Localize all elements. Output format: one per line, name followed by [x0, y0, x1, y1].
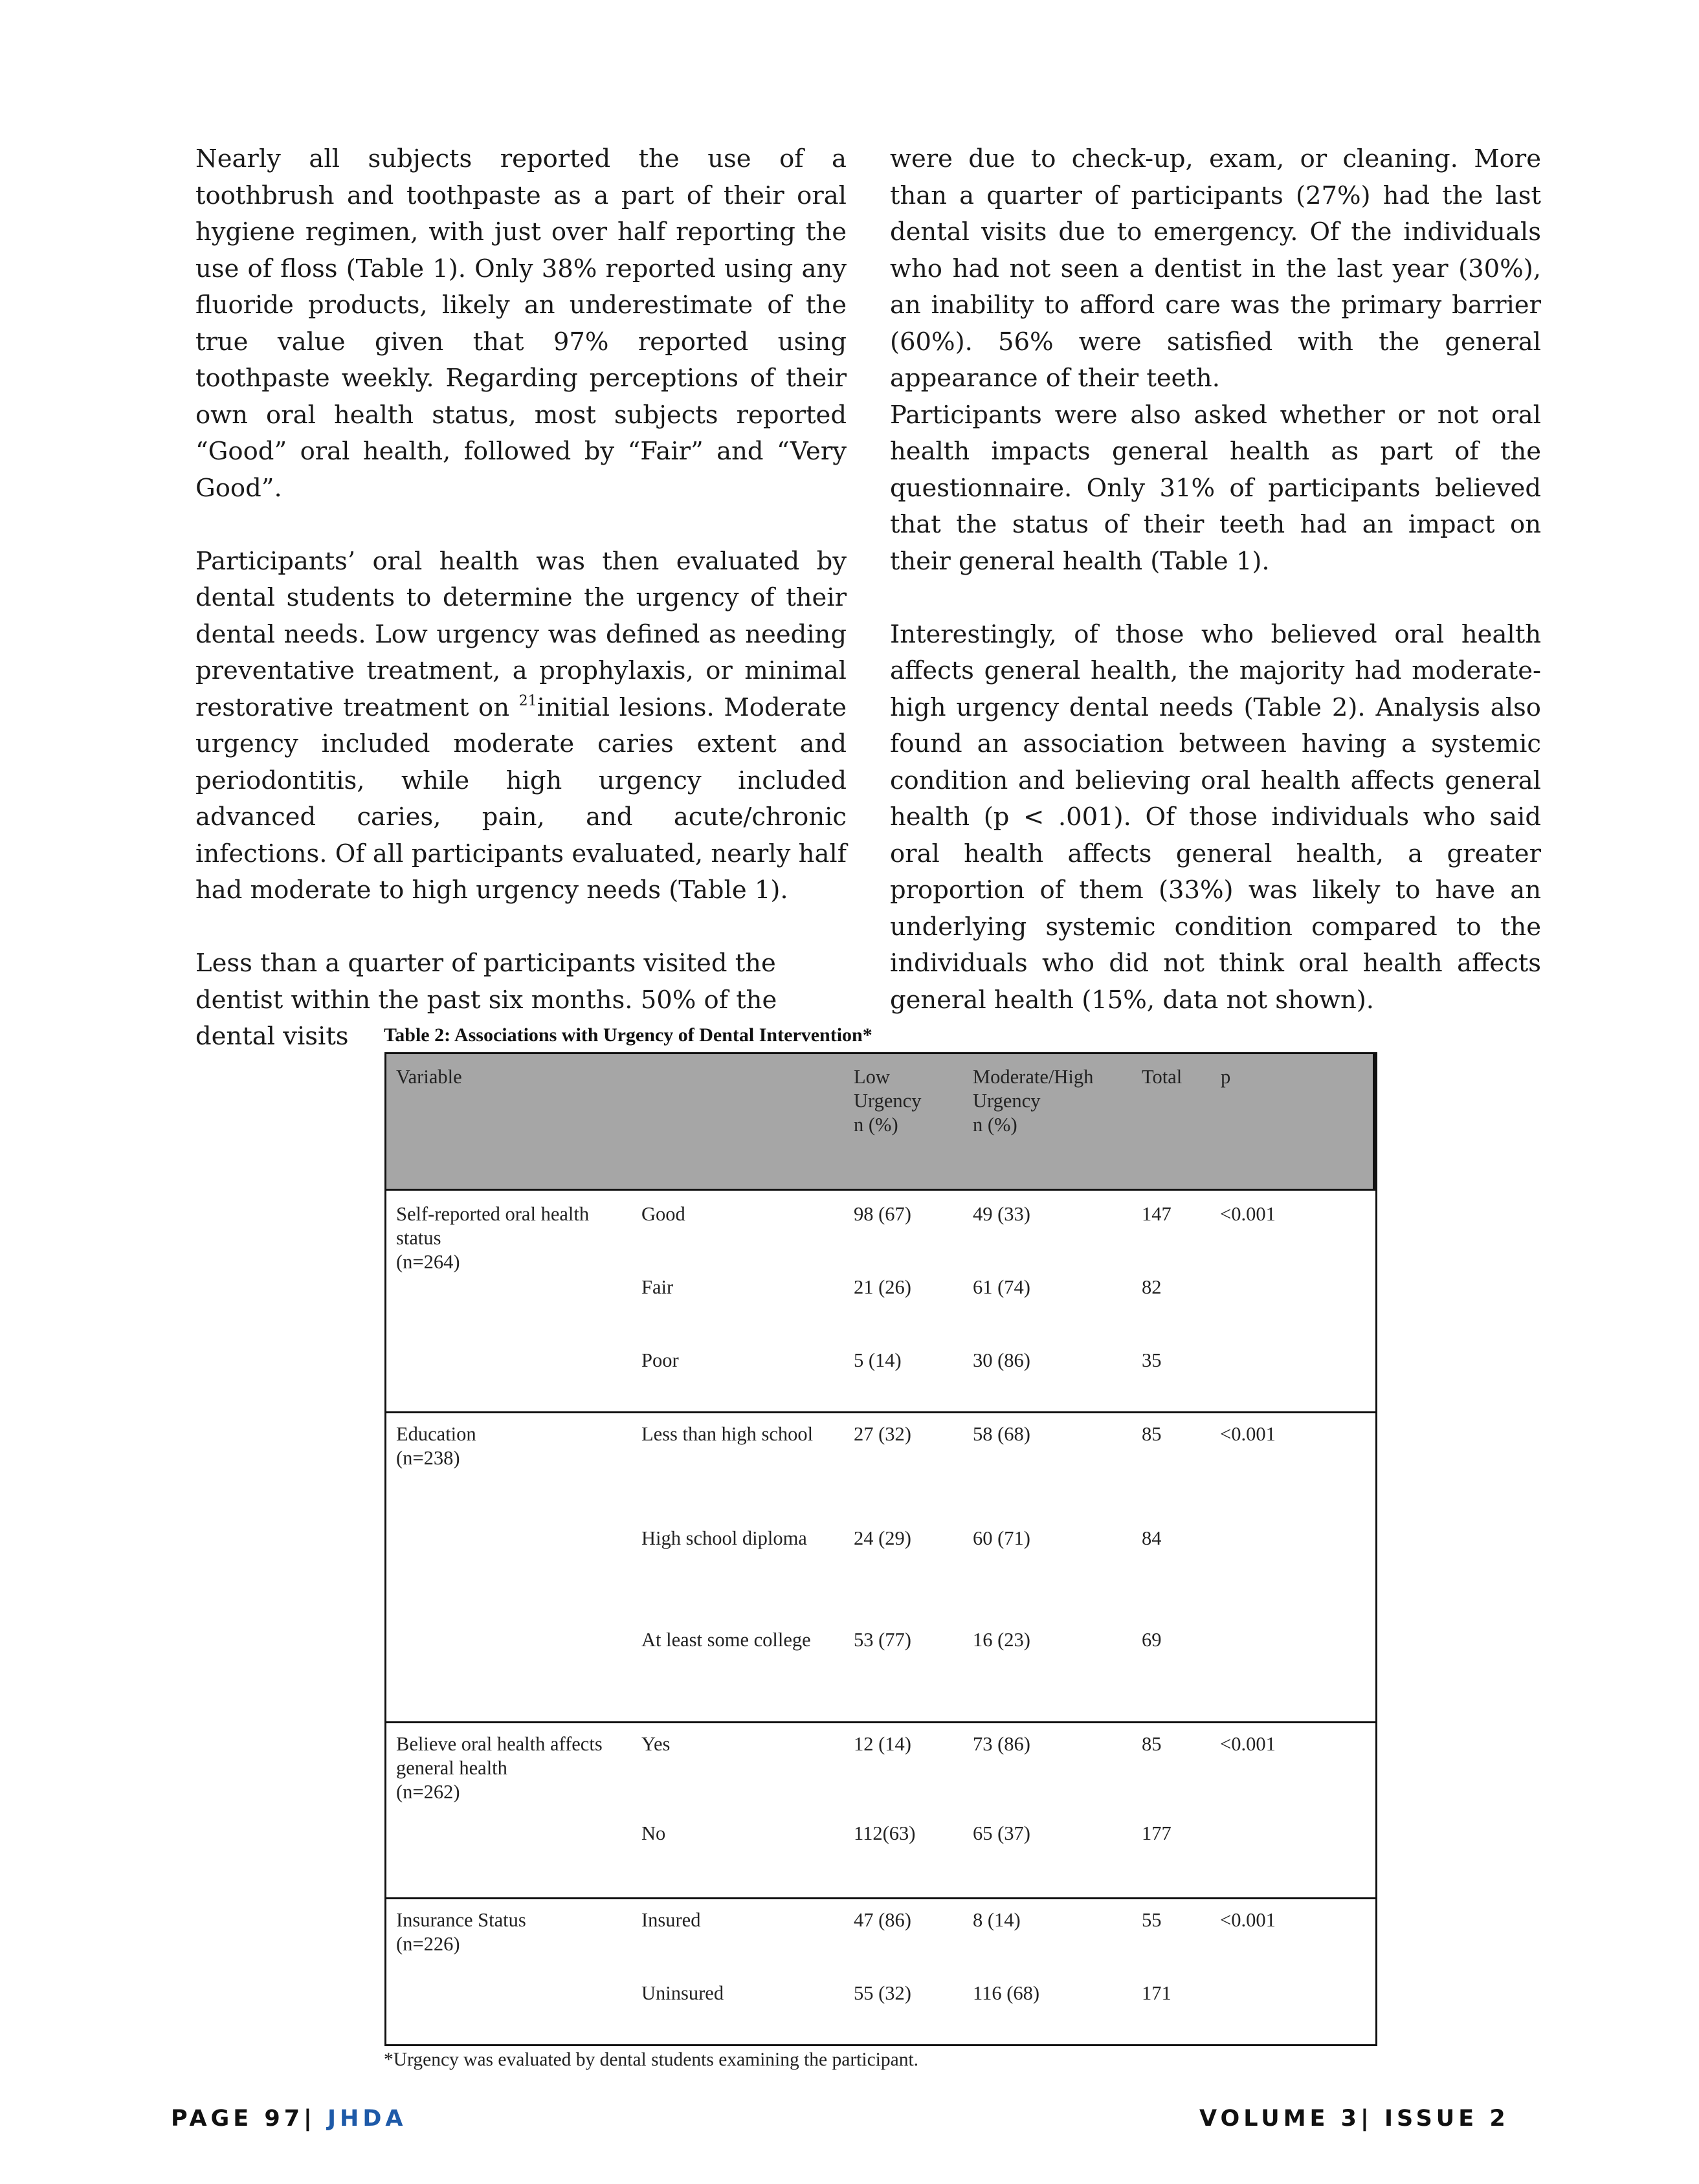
page-number-label: PAGE 97| — [171, 2106, 316, 2132]
row-category: At least some college — [641, 1629, 811, 1651]
row-total: 69 — [1142, 1629, 1162, 1651]
text-column-right — [890, 141, 1541, 1019]
row-modhigh: 8 (14) — [973, 1909, 1021, 1931]
row-low: 21 (26) — [854, 1276, 911, 1298]
page-footer-left — [171, 2106, 407, 2132]
row-category: Uninsured — [641, 1982, 724, 2004]
header-p: p — [1221, 1066, 1231, 1088]
row-category: Yes — [641, 1733, 671, 1755]
group-variable: Education (n=238) — [396, 1423, 476, 1469]
row-low: 112(63) — [854, 1822, 916, 1844]
journal-name: JHDA — [328, 2106, 407, 2132]
row-total: 84 — [1142, 1527, 1162, 1549]
row-category: High school diploma — [641, 1527, 807, 1549]
row-low: 12 (14) — [854, 1733, 911, 1755]
table-header — [386, 1054, 1375, 1191]
row-low: 27 (32) — [854, 1423, 911, 1445]
row-category: Fair — [641, 1276, 674, 1298]
header-moderate-high-urgency: Moderate/High Urgency n (%) — [973, 1066, 1094, 1136]
row-modhigh: 16 (23) — [973, 1629, 1030, 1651]
table-caption: Table 2: Associations with Urgency of Dental Intervention* — [384, 1024, 872, 1046]
group-p-value: <0.001 — [1220, 1909, 1276, 1931]
row-total: 82 — [1142, 1276, 1162, 1298]
group-divider — [386, 1721, 1375, 1723]
group-p-value: <0.001 — [1220, 1423, 1276, 1445]
group-variable: Insurance Status (n=226) — [396, 1909, 526, 1955]
row-modhigh: 65 (37) — [973, 1822, 1030, 1844]
row-total: 177 — [1142, 1822, 1172, 1844]
paragraph: Less than a quarter of participants visited the dentist within the past six months. 50% of the dental visits — [195, 949, 777, 1051]
paragraph-text: Participants’ oral health was then evaluated by dental students to determine the urgency of their dental needs. Low urgency was defined as needing preventative treatment, a prophylaxis, or minimal restorative treatment on — [195, 546, 847, 722]
row-low: 5 (14) — [854, 1349, 902, 1371]
header-low-urgency: Low Urgency n (%) — [854, 1066, 922, 1136]
header-variable: Variable — [396, 1066, 462, 1088]
row-modhigh: 73 (86) — [973, 1733, 1030, 1755]
citation-superscript: 21 — [518, 692, 537, 709]
row-category: Less than high school — [641, 1423, 814, 1445]
row-modhigh: 116 (68) — [973, 1982, 1040, 2004]
row-total: 171 — [1142, 1982, 1172, 2004]
row-total: 35 — [1142, 1349, 1162, 1371]
row-modhigh: 49 (33) — [973, 1203, 1030, 1225]
group-p-value: <0.001 — [1220, 1203, 1276, 1225]
row-modhigh: 61 (74) — [973, 1276, 1030, 1298]
table-footnote: *Urgency was evaluated by dental students examining the participant. — [384, 2049, 919, 2070]
row-modhigh: 60 (71) — [973, 1527, 1030, 1549]
paragraph: Nearly all subjects reported the use of a toothbrush and toothpaste as a part of their oral hygiene regimen, with just over half reporting the use of floss (Table 1). Only 38% reported using any fluoride products, likely an underestimate of the true value given that 97% reported using toothpaste weekly. Regarding perceptions of their own oral health status, most subjects reported “Good” oral health, followed by “Fair” and “Very Good”. — [195, 144, 847, 503]
paragraph: Participants were also asked whether or not oral health impacts general health as part of the questionnaire. Only 31% of participants believed that the status of their teeth had an impact on their general health (Table 1). — [890, 400, 1541, 576]
row-low: 47 (86) — [854, 1909, 911, 1931]
row-category: Poor — [641, 1349, 679, 1371]
row-low: 98 (67) — [854, 1203, 911, 1225]
row-total: 147 — [1142, 1203, 1172, 1225]
paragraph: were due to check-up, exam, or cleaning. More than a quarter of participants (27%) had the last dental visits due to emergency. Of the individuals who had not seen a dentist in the last year (30%), an inability to afford care was the primary barrier (60%). 56% were satisfied with the general appearance of their teeth. — [890, 144, 1541, 393]
row-total: 85 — [1142, 1423, 1162, 1445]
row-category: Insured — [641, 1909, 701, 1931]
row-low: 24 (29) — [854, 1527, 911, 1549]
row-modhigh: 58 (68) — [973, 1423, 1030, 1445]
header-total: Total — [1142, 1066, 1183, 1088]
paragraph — [195, 544, 847, 909]
group-divider — [386, 1411, 1375, 1413]
group-variable: Self-reported oral health status (n=264) — [396, 1203, 590, 1273]
row-modhigh: 30 (86) — [973, 1349, 1030, 1371]
group-variable: Believe oral health affects general health (n=262) — [396, 1733, 603, 1803]
volume-issue-label: VOLUME 3| ISSUE 2 — [1199, 2106, 1509, 2132]
row-category: No — [641, 1822, 666, 1844]
row-total: 85 — [1142, 1733, 1162, 1755]
row-low: 55 (32) — [854, 1982, 911, 2004]
paragraph-text: initial lesions. Moderate urgency included moderate caries extent and periodontitis, while high urgency included advanced caries, pain, and acute/chronic infections. Of all participants evaluated, nearly half had moderate to high urgency needs (Table 1). — [195, 692, 847, 905]
row-low: 53 (77) — [854, 1629, 911, 1651]
data-table — [384, 1052, 1377, 2046]
row-total: 55 — [1142, 1909, 1162, 1931]
paragraph: Interestingly, of those who believed oral health affects general health, the majority had moderate-high urgency dental needs (Table 2). Analysis also found an association between having a systemic condition and believing oral health affects general health (p < .001). Of those individuals who said oral health affects general health, a greater proportion of them (33%) was likely to have an underlying systemic condition compared to the individuals who did not think oral health affects general health (15%, data not shown). — [890, 619, 1541, 1015]
row-category: Good — [641, 1203, 685, 1225]
group-p-value: <0.001 — [1220, 1733, 1276, 1755]
text-column-left — [195, 141, 847, 1055]
group-divider — [386, 1897, 1375, 1899]
